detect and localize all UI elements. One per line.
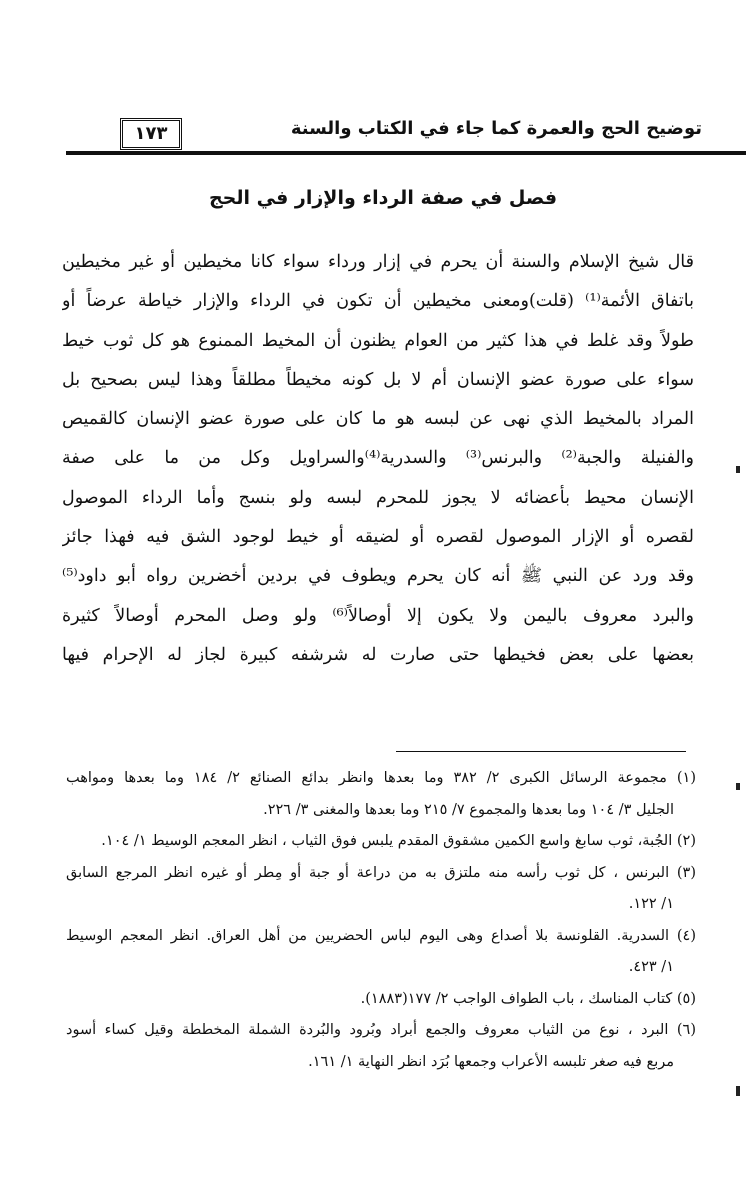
page-number: ١٧٣ bbox=[120, 118, 182, 150]
body-line: قال شيخ الإسلام والسنة أن يحرم في إزار ورداء سواء كانا مخيطين أو غير مخيطين bbox=[62, 252, 694, 272]
footnote-line: (٢) الجُبة، ثوب سابغ واسع الكمين مشقوق المقدم يلبس فوق الثياب ، انظر المعجم الوسيط ١/ ١٠٤. bbox=[101, 833, 696, 849]
footnote-line: مربع فيه صغر تلبسه الأعراب وجمعها بُرَد انظر النهاية ١/ ١٦١. bbox=[308, 1053, 674, 1070]
footnote-1 bbox=[66, 763, 696, 826]
body-line: والبرد معروف باليمن ولا يكون إلا أوصالاً⁽⁶⁾ ولو وصل المحرم أوصالاً كثيرة bbox=[62, 605, 694, 626]
scan-speck bbox=[736, 466, 740, 473]
section-heading: فصل في صفة الرداء والإزار في الحج bbox=[208, 187, 558, 209]
footnote-line: ١/ ١٢٢. bbox=[628, 896, 674, 912]
footnote-line: (٤) السدرية. القلونسة بلا أصداع وهى اليوم لباس الحضريين من أهل العراق. انظر المعجم الوسيط bbox=[66, 927, 696, 944]
body-line: الإنسان محيط بأعضائه لا يجوز للمحرم لبسه ولو بنسج وأما الرداء الموصول bbox=[62, 487, 694, 508]
body-line: سواء على صورة عضو الإنسان أم لا بل كونه مخيطاً مطلقاً وهذا ليس بصحيح بل bbox=[62, 369, 694, 390]
body-line: وقد ورد عن النبي ﷺ أنه كان يحرم ويطوف في بردين أخضرين رواه أبو داود⁽⁵⁾ bbox=[62, 566, 694, 587]
footnotes bbox=[66, 763, 696, 1078]
header-rule bbox=[66, 151, 746, 155]
footnote-3 bbox=[66, 858, 696, 921]
scan-speck bbox=[736, 1086, 740, 1096]
footnote-4 bbox=[66, 921, 696, 984]
footnote-line: (٥) كتاب المناسك ، باب الطواف الواجب ٢/ ١٧٧(١٨٨٣). bbox=[360, 990, 696, 1007]
footnote-line: الجليل ٣/ ١٠٤ وما بعدها والمجموع ٧/ ٢١٥ وما بعدها والمغنى ٣/ ٢٢٦. bbox=[263, 801, 674, 818]
footnote-6 bbox=[66, 1015, 696, 1078]
body-line: باتفاق الأئمة⁽¹⁾ (قلت)ومعنى مخيطين أن تكون في الرداء والإزار خياطة عرضاً أو bbox=[62, 291, 694, 312]
body-line: طولاً وقد غلط في هذا كثير من العوام يظنون أن المخيط الممنوع هو كل ثوب خيط bbox=[62, 330, 694, 351]
footnote-line: (٦) البرد ، نوع من الثياب معروف والجمع أبراد وبُرود والبُردة الشملة المخططة وقيل كساء أسود bbox=[66, 1022, 696, 1038]
body-line: بعضها على بعض فخيطها حتى صارت له شرشفه كبيرة لجاز له الإحرام فيها bbox=[62, 644, 694, 665]
body-line: لقصره أو الإزار الموصول لقصره أو لضيقه أو خيط لوجود الشق فيه فهذا جائز bbox=[62, 527, 694, 548]
footnote-line: (٣) البرنس ، كل ثوب رأسه منه ملتزق به من دراعة أو جبة أو مِطر أو غيره انظر المرجع السابق bbox=[66, 864, 696, 881]
body-line: والفنيلة والجبة⁽²⁾ والبرنس⁽³⁾ والسدرية⁽⁴⁾والسراويل وكل من ما على صفة bbox=[62, 448, 694, 469]
footnote-line: ١/ ٤٢٣. bbox=[628, 959, 674, 975]
footnote-5 bbox=[66, 984, 696, 1016]
scan-speck bbox=[736, 783, 740, 790]
footnote-2 bbox=[66, 826, 696, 858]
body-paragraph bbox=[62, 243, 694, 675]
footnote-separator bbox=[396, 751, 686, 752]
body-line: المراد بالمخيط الذي نهى عن لبسه هو ما كان على صورة عضو الإنسان كالقميص bbox=[62, 409, 694, 430]
running-header-title: توضيح الحج والعمرة كما جاء في الكتاب والسنة bbox=[290, 118, 702, 139]
footnote-line: (١) مجموعة الرسائل الكبرى ٢/ ٣٨٢ وما بعدها وانظر بدائع الصنائع ٢/ ١٨٤ وما بعدها ومواهب bbox=[66, 770, 696, 786]
